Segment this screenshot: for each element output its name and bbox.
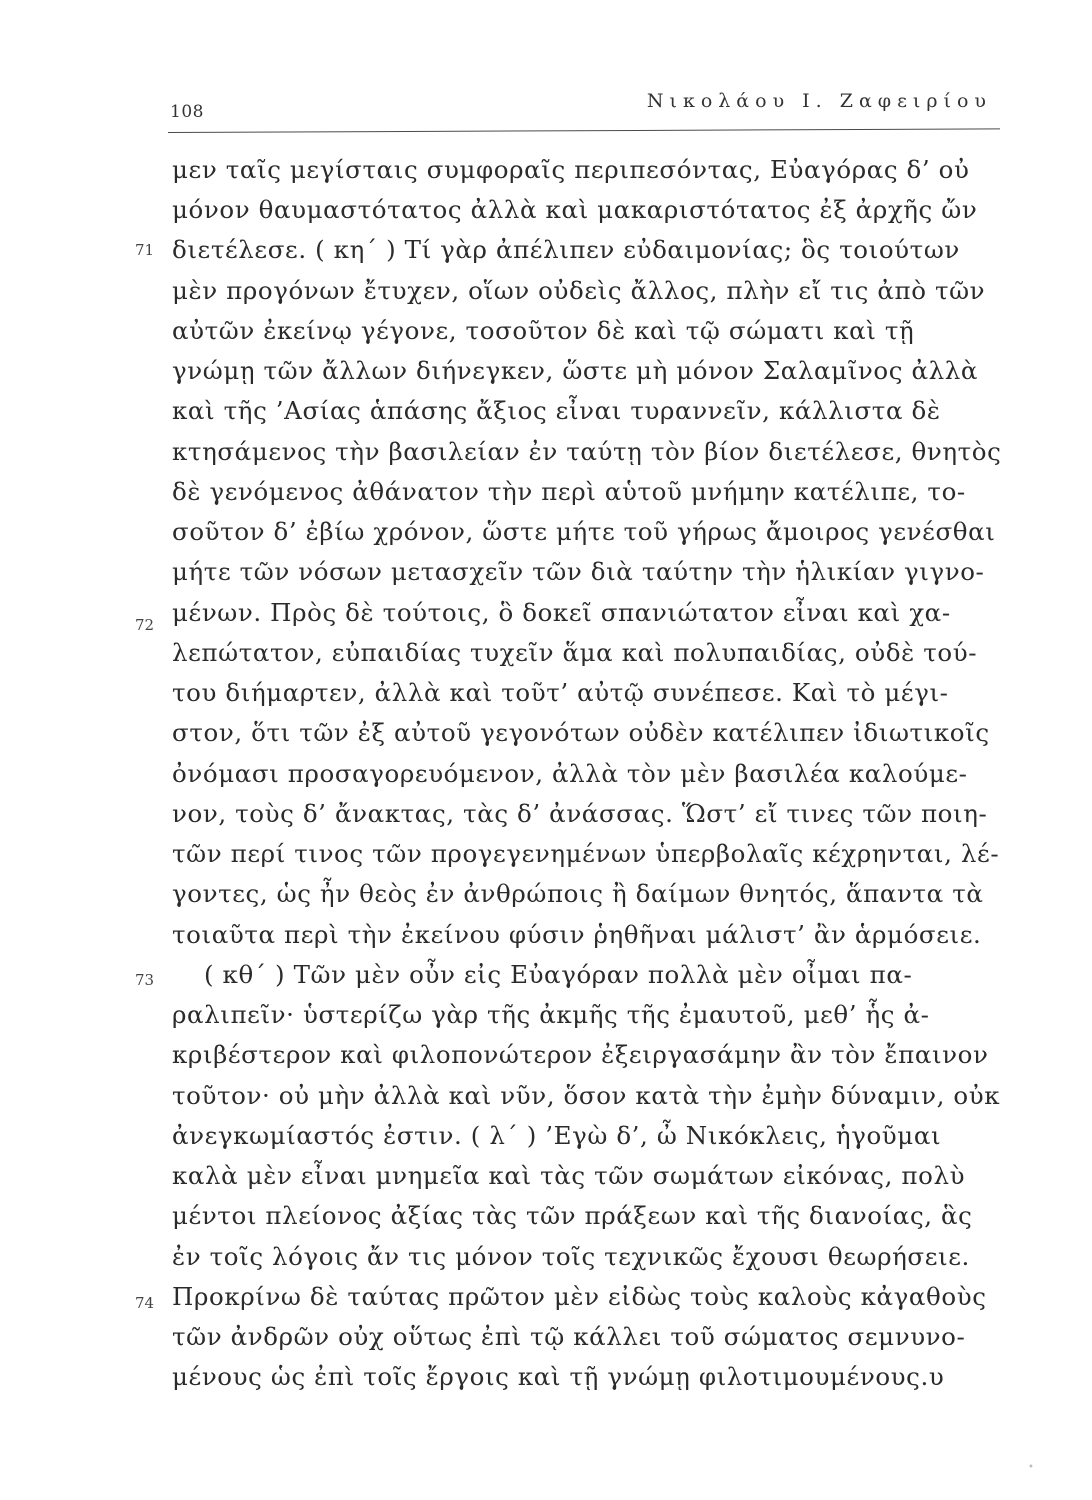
text-line: Προκρίνω δὲ ταύτας πρῶτον μὲν εἰδὼς τοὺς καλοὺς κἀγαθοὺς xyxy=(172,1282,987,1311)
text-line: ( κθ΄ ) Τῶν μὲν οὖν εἰς Εὐαγόραν πολλὰ μὲν οἶμαι πα- xyxy=(204,960,913,989)
text-line: μόνον θαυμαστότατος ἀλλὰ καὶ μακαριστότατος ἐξ ἀρχῆς ὤν xyxy=(172,195,978,224)
header-rule xyxy=(168,128,1000,133)
text-line: κτησάμενος τὴν βασιλείαν ἐν ταύτῃ τὸν βίον διετέλεσε, θνητὸς xyxy=(172,437,1002,466)
text-line: τῶν περί τινος τῶν προγεγενημένων ὑπερβολαῖς κέχρηνται, λέ- xyxy=(172,839,1000,868)
text-line: στον, ὅτι τῶν ἐξ αὐτοῦ γεγονότων οὐδὲν κατέλιπεν ἰδιωτικοῖς xyxy=(172,718,990,747)
text-line: μήτε τῶν νόσων μετασχεῖν τῶν διὰ ταύτην τὴν ἡλικίαν γιγνο- xyxy=(172,557,985,586)
page-header xyxy=(170,84,1000,124)
text-line: καὶ τῆς ’Ασίας ἁπάσης ἄξιος εἶναι τυραννεῖν, κάλλιστα δὲ xyxy=(172,396,941,425)
margin-number-74: 74 xyxy=(135,1294,155,1312)
text-line: ὀνόμασι προσαγορευόμενον, ἀλλὰ τὸν μὲν βασιλέα καλούμε- xyxy=(172,759,968,788)
text-line: διετέλεσε. ( κη΄ ) Τί γὰρ ἀπέλιπεν εὐδαιμονίας; ὃς τοιούτων xyxy=(172,235,960,264)
text-line: ἐν τοῖς λόγοις ἄν τις μόνον τοῖς τεχνικῶς ἔχουσι θεωρήσειε. xyxy=(172,1242,970,1271)
text-line: καλὰ μὲν εἶναι μνημεῖα καὶ τὰς τῶν σωμάτων εἰκόνας, πολὺ xyxy=(172,1161,966,1190)
margin-number-72: 72 xyxy=(135,616,155,634)
margin-number-71: 71 xyxy=(135,241,155,259)
text-line: μέντοι πλείονος ἀξίας τὰς τῶν πράξεων καὶ τῆς διανοίας, ἃς xyxy=(172,1201,973,1230)
text-line: μένους ὡς ἐπὶ τοῖς ἔργοις καὶ τῇ γνώμῃ φιλοτιμουμένους.υ xyxy=(172,1362,945,1391)
text-line: του διήμαρτεν, ἀλλὰ καὶ τοῦτ’ αὐτῷ συνέπεσε. Καὶ τὸ μέγι- xyxy=(172,678,949,707)
text-line: μεν ταῖς μεγίσταις συμφοραῖς περιπεσόντας, Εὐαγόρας δ’ οὐ xyxy=(172,155,970,184)
text-line: γοντες, ὡς ἦν θεὸς ἐν ἀνθρώποις ἢ δαίμων θνητός, ἅπαντα τὰ xyxy=(172,879,984,908)
margin-number-73: 73 xyxy=(135,971,155,989)
text-line: τοιαῦτα περὶ τὴν ἐκείνου φύσιν ῥηθῆναι μάλιστ’ ἂν ἁρμόσειε. xyxy=(172,920,982,949)
text-line: γνώμῃ τῶν ἄλλων διήνεγκεν, ὥστε μὴ μόνον Σαλαμῖνος ἀλλὰ xyxy=(172,356,979,385)
text-line: μὲν προγόνων ἔτυχεν, οἵων οὐδεὶς ἄλλος, πλὴν εἴ τις ἀπὸ τῶν xyxy=(172,276,986,305)
text-line: μένων. Πρὸς δὲ τούτοις, ὃ δοκεῖ σπανιώτατον εἶναι καὶ χα- xyxy=(172,598,951,627)
text-line: νον, τοὺς δ’ ἄνακτας, τὰς δ’ ἀνάσσας. Ὥστ’ εἴ τινες τῶν ποιη- xyxy=(172,799,988,828)
text-line: σοῦτον δ’ ἐβίω χρόνον, ὥστε μήτε τοῦ γήρως ἄμοιρος γενέσθαι xyxy=(172,517,996,546)
running-head: Νικολάου Ι. Ζαφειρίου xyxy=(646,90,992,112)
page-number: 108 xyxy=(170,102,204,122)
text-line: ραλιπεῖν· ὑστερίζω γὰρ τῆς ἀκμῆς τῆς ἐμαυτοῦ, μεθ’ ἧς ἀ- xyxy=(172,1000,930,1029)
text-line: τῶν ἀνδρῶν οὐχ οὕτως ἐπὶ τῷ κάλλει τοῦ σώματος σεμνυνο- xyxy=(172,1322,966,1351)
text-line: λεπώτατον, εὐπαιδίας τυχεῖν ἅμα καὶ πολυπαιδίας, οὐδὲ τού- xyxy=(172,638,978,667)
text-line: δὲ γενόμενος ἀθάνατον τὴν περὶ αὑτοῦ μνήμην κατέλιπε, το- xyxy=(172,477,966,506)
scan-speck: • xyxy=(1028,1462,1034,1473)
text-line: αὐτῶν ἐκείνῳ γέγονε, τοσοῦτον δὲ καὶ τῷ σώματι καὶ τῇ xyxy=(172,316,915,345)
text-line: τοῦτον· οὐ μὴν ἀλλὰ καὶ νῦν, ὅσον κατὰ τὴν ἐμὴν δύναμιν, οὐκ xyxy=(172,1081,1001,1110)
text-line: ἀνεγκωμίαστός ἐστιν. ( λ΄ ) ’Εγὼ δ’, ὦ Νικόκλεις, ἡγοῦμαι xyxy=(172,1121,942,1150)
text-line: κριβέστερον καὶ φιλοπονώτερον ἐξειργασάμην ἂν τὸν ἔπαινον xyxy=(172,1040,989,1069)
